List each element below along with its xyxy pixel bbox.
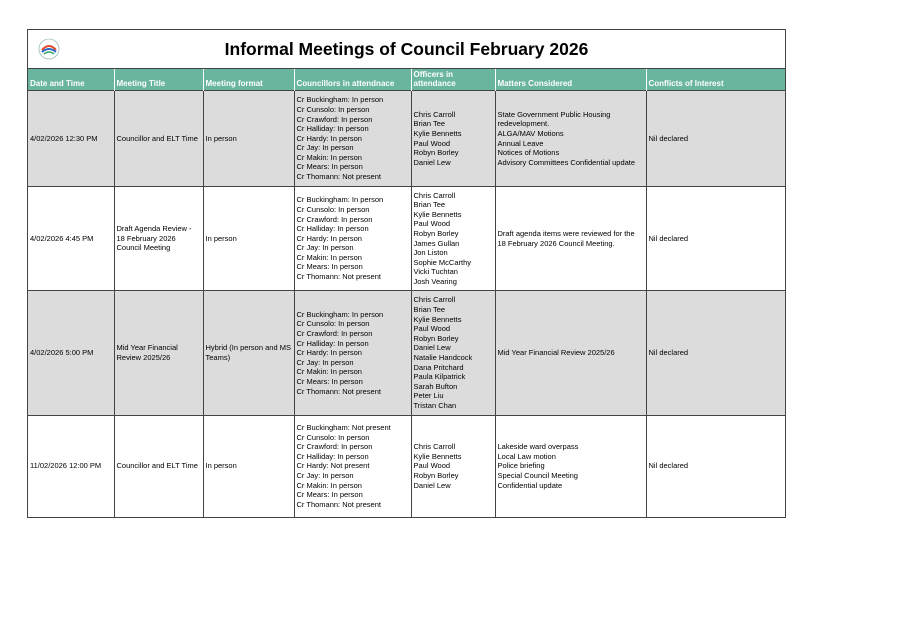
cell-officers <box>411 291 495 416</box>
cell-officers-line: Brian Tee <box>413 305 446 315</box>
cell-councillors-line: Cr Jay: In person <box>296 357 354 367</box>
cell-matters <box>495 416 646 517</box>
cell-matters-line: State Government Public Housing <box>497 109 611 119</box>
cell-matters-line: Confidential update <box>497 480 563 490</box>
cell-title: Councillor and ELT Time <box>114 416 203 517</box>
cell-matters-line: 18 February 2026 Council Meeting. <box>497 238 615 248</box>
cell-councillors <box>294 291 411 416</box>
cell-matters-line: Notices of Motions <box>497 148 560 158</box>
cell-officers-line: Robyn Borley <box>413 228 459 238</box>
cell-officers-line: Jon Liston <box>413 248 448 258</box>
cell-title: Mid Year Financial Review 2025/26 <box>114 291 203 416</box>
cell-format: In person <box>203 187 294 291</box>
cell-officers-line: Chris Carroll <box>413 190 456 200</box>
cell-officers-line: Sarah Bufton <box>413 381 458 391</box>
cell-officers-line: Brian Tee <box>413 119 446 129</box>
cell-matters <box>495 187 646 291</box>
cell-officers <box>411 91 495 187</box>
col-header-date: Date and Time <box>28 69 114 91</box>
cell-officers-line: Paula Kilpatrick <box>413 372 466 382</box>
cell-officers-line: Chris Carroll <box>413 295 456 305</box>
cell-councillors-line: Cr Buckingham: In person <box>296 195 384 205</box>
cell-officers-line: Vicki Tuchtan <box>413 267 458 277</box>
cell-councillors-line: Cr Makin: In person <box>296 252 362 262</box>
cell-officers-line: Daniel Lew <box>413 343 451 353</box>
cell-matters-line: Annual Leave <box>497 138 544 148</box>
cell-officers-line: Paul Wood <box>413 219 451 229</box>
cell-officers-line: Robyn Borley <box>413 148 459 158</box>
cell-matters-line: redevelopment. <box>497 119 550 129</box>
col-header-conflicts: Conflicts of Interest <box>646 69 785 91</box>
cell-matters-line: Lakeside ward overpass <box>497 442 579 452</box>
title-row <box>28 30 785 69</box>
cell-officers <box>411 416 495 517</box>
col-header-title: Meeting Title <box>114 69 203 91</box>
table-row <box>28 291 785 416</box>
cell-officers-line: Paul Wood <box>413 138 451 148</box>
cell-councillors-line: Cr Buckingham: In person <box>296 95 384 105</box>
cell-officers-line: Robyn Borley <box>413 333 459 343</box>
cell-format: Hybrid (In person and MS Teams) <box>203 291 294 416</box>
cell-councillors-line: Cr Thomann: Not present <box>296 272 381 282</box>
cell-conflicts: Nil declared <box>646 187 785 291</box>
cell-officers-line: Kylie Bennetts <box>413 128 462 138</box>
cell-officers <box>411 187 495 291</box>
cell-councillors-line: Cr Jay: In person <box>296 471 354 481</box>
cell-officers-line: Chris Carroll <box>413 109 456 119</box>
cell-councillors-line: Cr Crawford: In person <box>296 214 373 224</box>
cell-councillors <box>294 91 411 187</box>
cell-officers-line: James Gullan <box>413 238 460 248</box>
cell-matters-line: Draft agenda items were reviewed for the <box>497 228 635 238</box>
cell-matters-line: Local Law motion <box>497 451 556 461</box>
cell-officers-line: Kylie Bennetts <box>413 314 462 324</box>
cell-matters-line: Special Council Meeting <box>497 471 578 481</box>
cell-councillors-line: Cr Makin: In person <box>296 480 362 490</box>
cell-conflicts: Nil declared <box>646 91 785 187</box>
cell-officers-line: Chris Carroll <box>413 442 456 452</box>
cell-councillors <box>294 187 411 291</box>
cell-councillors-line: Cr Halliday: In person <box>296 124 369 134</box>
table-row <box>28 416 785 517</box>
cell-councillors-line: Cr Buckingham: In person <box>296 309 384 319</box>
cell-councillors-line: Cr Buckingham: Not present <box>296 423 391 433</box>
cell-councillors-line: Cr Makin: In person <box>296 367 362 377</box>
cell-matters <box>495 91 646 187</box>
cell-matters-line: Police briefing <box>497 461 545 471</box>
cell-officers-line: Sophie McCarthy <box>413 257 472 267</box>
table-row <box>28 91 785 187</box>
col-header-officers: Officers in attendance <box>411 69 495 91</box>
cell-councillors-line: Cr Mears: In person <box>296 376 363 386</box>
col-header-format: Meeting format <box>203 69 294 91</box>
cell-councillors-line: Cr Thomann: Not present <box>296 386 381 396</box>
cell-councillors-line: Cr Makin: In person <box>296 152 362 162</box>
cell-matters-line: Advisory Committees Confidential update <box>497 157 636 167</box>
cell-councillors-line: Cr Cunsolo: In person <box>296 104 370 114</box>
cell-officers-line: Tristan Chan <box>413 400 457 410</box>
cell-format: In person <box>203 416 294 517</box>
cell-councillors-line: Cr Cunsolo: In person <box>296 432 370 442</box>
cell-councillors-line: Cr Crawford: In person <box>296 114 373 124</box>
cell-officers-line: Natalie Handcock <box>413 353 473 362</box>
col-header-councillors: Councillors in attendnace <box>294 69 411 91</box>
cell-councillors-line: Cr Cunsolo: In person <box>296 319 370 329</box>
page-title: Informal Meetings of Council February 2026 <box>224 39 589 59</box>
cell-councillors-line: Cr Halliday: In person <box>296 224 369 234</box>
cell-date: 4/02/2026 12:30 PM <box>28 91 114 187</box>
cell-councillors-line: Cr Thomann: Not present <box>296 172 381 182</box>
cell-councillors-line: Cr Hardy: Not present <box>296 461 370 471</box>
cell-matters <box>495 291 646 416</box>
cell-councillors-line: Cr Jay: In person <box>296 243 354 253</box>
cell-councillors-line: Cr Mears: In person <box>296 162 363 172</box>
cell-officers-line: Josh Vearing <box>413 276 457 286</box>
cell-councillors-line: Cr Halliday: In person <box>296 451 369 461</box>
cell-officers-line: Daniel Lew <box>413 480 451 490</box>
cell-councillors-line: Cr Halliday: In person <box>296 338 369 348</box>
cell-matters-line: Mid Year Financial Review 2025/26 <box>497 348 615 358</box>
cell-councillors-line: Cr Jay: In person <box>296 143 354 153</box>
cell-conflicts: Nil declared <box>646 416 785 517</box>
cell-conflicts: Nil declared <box>646 291 785 416</box>
cell-councillors <box>294 416 411 517</box>
cell-officers-line: Peter Liu <box>413 391 444 401</box>
cell-councillors-line: Cr Cunsolo: In person <box>296 204 370 214</box>
cell-officers-line: Daniel Lew <box>413 157 451 167</box>
table-row <box>28 187 785 291</box>
cell-councillors-line: Cr Thomann: Not present <box>296 499 381 509</box>
cell-councillors-line: Cr Mears: In person <box>296 262 363 272</box>
cell-date: 4/02/2026 4:45 PM <box>28 187 114 291</box>
cell-matters-line: ALGA/MAV Motions <box>497 128 564 138</box>
cell-officers-line: Dana Pritchard <box>413 362 464 372</box>
col-header-matters: Matters Considered <box>495 69 646 91</box>
cell-officers-line: Brian Tee <box>413 200 446 210</box>
cell-councillors-line: Cr Hardy: In person <box>296 233 362 243</box>
cell-councillors-line: Cr Mears: In person <box>296 490 363 500</box>
cell-councillors-line: Cr Hardy: In person <box>296 133 362 143</box>
cell-officers-line: Kylie Bennetts <box>413 209 462 219</box>
cell-title: Draft Agenda Review - 18 February 2026 Council Meeting <box>114 187 203 291</box>
meetings-sheet <box>27 29 786 518</box>
cell-officers-line: Paul Wood <box>413 461 451 471</box>
cell-format: In person <box>203 91 294 187</box>
cell-officers-line: Paul Wood <box>413 324 451 334</box>
cell-councillors-line: Cr Crawford: In person <box>296 329 373 339</box>
table-header-row <box>28 69 785 91</box>
cell-officers-line: Robyn Borley <box>413 471 459 481</box>
cell-date: 11/02/2026 12:00 PM <box>28 416 114 517</box>
cell-date: 4/02/2026 5:00 PM <box>28 291 114 416</box>
cell-councillors-line: Cr Hardy: In person <box>296 348 362 358</box>
meetings-table <box>28 69 785 517</box>
cell-officers-line: Kylie Bennetts <box>413 451 462 461</box>
cell-councillors-line: Cr Crawford: In person <box>296 442 373 452</box>
cell-title: Councillor and ELT Time <box>114 91 203 187</box>
